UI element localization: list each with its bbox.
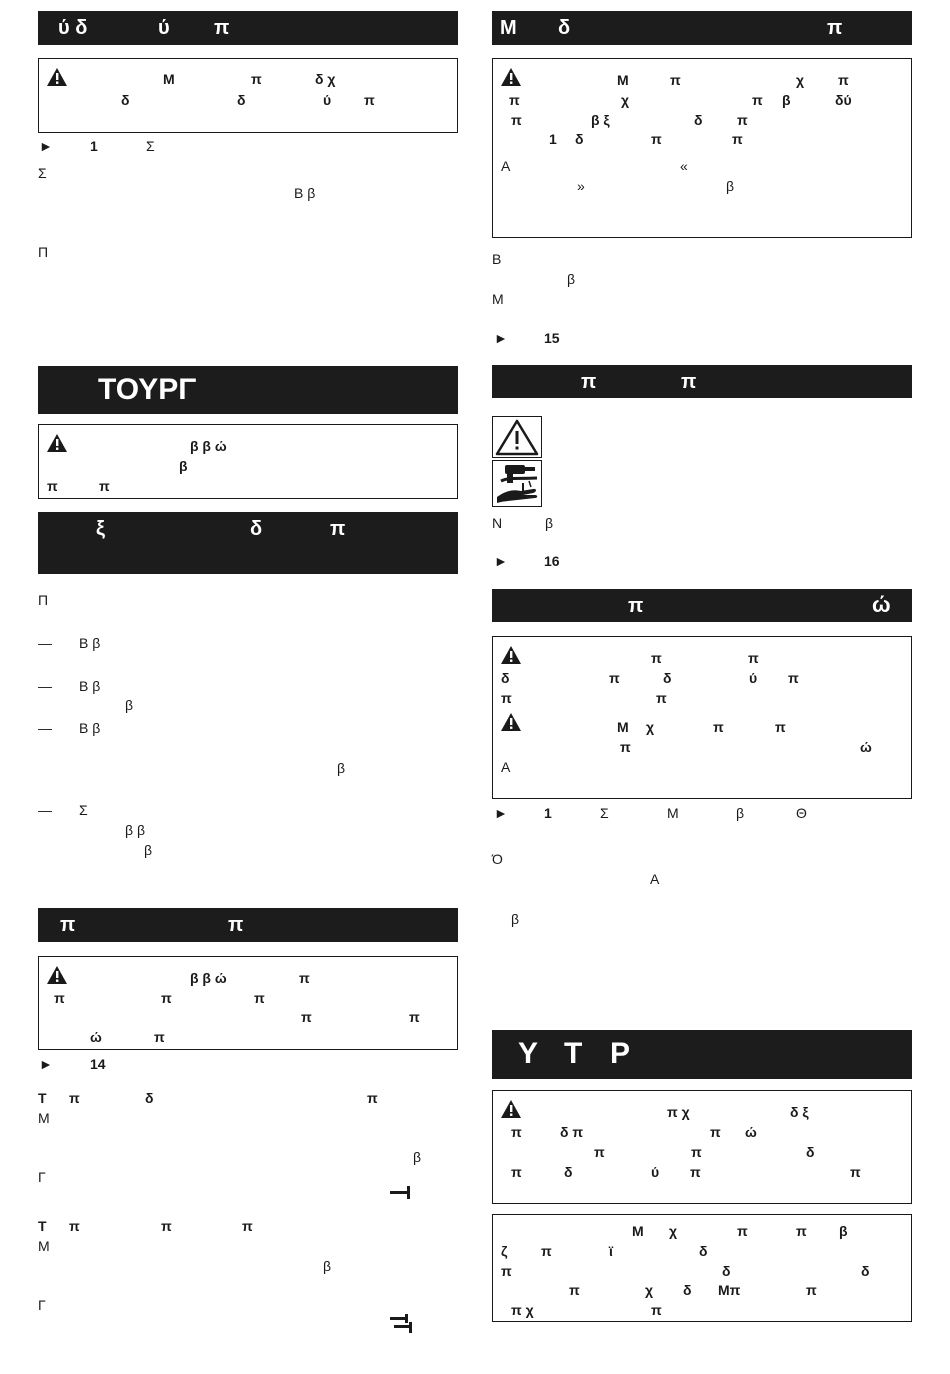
warning-triangle-icon: [492, 416, 542, 458]
warning-icon: [46, 67, 68, 87]
figure-ref-marker: ►: [494, 805, 508, 821]
warning-text: ύ: [323, 92, 332, 108]
warning-text: π: [511, 112, 522, 128]
header-word: ώ: [872, 592, 891, 617]
warning-text: δ π: [560, 1124, 584, 1140]
warning-text: π: [299, 970, 310, 986]
warning-text: χ: [646, 719, 655, 735]
figure-ref-label: Σ: [600, 805, 609, 821]
warning-text: π: [301, 1009, 312, 1025]
paragraph-text: Β: [492, 251, 502, 267]
warning-text: δύ: [835, 92, 852, 108]
section-header-bar: [38, 11, 458, 45]
figure-ref-label: β: [736, 805, 745, 821]
header-word: Ρ: [610, 1037, 631, 1070]
warning-icon: [46, 433, 68, 453]
warning-text: Μ: [617, 719, 629, 735]
list-dash: —: [38, 678, 52, 694]
warning-box: [492, 1090, 912, 1204]
header-word: π: [60, 914, 76, 936]
header-word: ύ δ: [58, 17, 88, 39]
figure-ref-number: 16: [544, 553, 560, 569]
header-word: π: [681, 371, 697, 393]
paragraph-text: Μ: [492, 291, 504, 307]
paragraph-text: Π: [38, 592, 49, 608]
section-header-bar: [492, 11, 912, 45]
warning-text: π: [775, 719, 786, 735]
figure-ref-marker: ►: [39, 138, 53, 154]
figure-ref-number: 14: [90, 1056, 106, 1072]
warning-text: χ: [796, 72, 805, 88]
list-text: Σ: [79, 802, 88, 818]
warning-text: δ: [663, 670, 672, 686]
subheading-text: π: [367, 1090, 378, 1106]
warning-text: π: [609, 670, 620, 686]
note-text: δ: [722, 1263, 731, 1279]
warning-text: π: [690, 1164, 701, 1180]
paragraph-text: Ό: [492, 851, 503, 867]
list-text: Β β: [79, 720, 101, 736]
warning-text: π: [788, 670, 799, 686]
warning-text: «: [680, 158, 688, 174]
warning-text: π: [710, 1124, 721, 1140]
warning-text: δ: [501, 670, 510, 686]
note-text: π χ: [511, 1302, 534, 1318]
warning-text: 1: [549, 131, 557, 147]
warning-text: ώ: [90, 1029, 102, 1045]
note-text: π: [501, 1263, 512, 1279]
paragraph-text: β: [413, 1149, 422, 1165]
paragraph-text: β: [323, 1258, 332, 1274]
note-text: χ: [645, 1282, 654, 1298]
note-text: Μ: [632, 1223, 644, 1239]
note-text: π: [541, 1243, 552, 1259]
warning-text: π: [364, 92, 375, 108]
section-header-bar: [38, 366, 458, 414]
warning-text: β ξ: [591, 112, 610, 128]
warning-text: π: [850, 1164, 861, 1180]
warning-text: Μ: [163, 71, 175, 87]
paragraph-text: Ν: [492, 515, 503, 531]
header-word: π: [581, 371, 597, 393]
warning-text: ύ: [651, 1164, 660, 1180]
warning-text: δ: [121, 92, 130, 108]
paragraph-text: Β β: [294, 185, 316, 201]
section-header-bar: [492, 365, 912, 398]
warning-text: δ: [806, 1144, 815, 1160]
warning-text: π: [511, 1124, 522, 1140]
warning-text: β: [782, 92, 791, 108]
warning-text: β β ώ: [190, 970, 227, 986]
header-word: π: [330, 518, 346, 540]
warning-text: π: [651, 650, 662, 666]
warning-text: δ: [564, 1164, 573, 1180]
list-text: β: [337, 760, 346, 776]
subheading-text: Τ: [38, 1090, 47, 1106]
warning-text: π: [54, 990, 65, 1006]
warning-text: π: [691, 1144, 702, 1160]
warning-text: δ χ: [315, 71, 336, 87]
note-text: π: [796, 1223, 807, 1239]
nail-symbol-icon: [390, 1186, 412, 1200]
warning-icon: [500, 645, 522, 665]
note-text: π: [737, 1223, 748, 1239]
figure-ref-marker: ►: [39, 1056, 53, 1072]
warning-box: [38, 956, 458, 1050]
warning-text: Μ: [617, 72, 629, 88]
section-header-bar: [38, 512, 458, 574]
note-text: δ: [699, 1243, 708, 1259]
warning-text: ώ: [860, 739, 872, 755]
warning-text: β: [726, 178, 735, 194]
section-header-bar: [38, 908, 458, 942]
list-text: Β β: [79, 678, 101, 694]
warning-text: π: [748, 650, 759, 666]
paragraph-text: Γ: [38, 1297, 46, 1313]
figure-ref-number: 1: [544, 805, 552, 821]
warning-text: Α: [501, 158, 511, 174]
paragraph-text: β: [567, 271, 576, 287]
paragraph-text: Γ: [38, 1169, 46, 1185]
paragraph-text: Σ: [38, 165, 47, 181]
warning-text: δ: [575, 131, 584, 147]
warning-box: [38, 424, 458, 499]
warning-box: [492, 58, 912, 238]
figure-ref-number: 15: [544, 330, 560, 346]
warning-text: π: [670, 72, 681, 88]
subheading-text: π: [242, 1218, 253, 1234]
figure-ref-label: Μ: [667, 805, 679, 821]
warning-text: π: [251, 71, 262, 87]
subheading-text: π: [69, 1090, 80, 1106]
warning-icon: [46, 965, 68, 985]
warning-text: χ: [621, 92, 630, 108]
list-dash: —: [38, 720, 52, 736]
figure-ref-number: 1: [90, 138, 98, 154]
warning-text: δ: [237, 92, 246, 108]
note-text: π: [651, 1302, 662, 1318]
warning-text: π: [656, 690, 667, 706]
warning-text: π: [713, 719, 724, 735]
header-word: π: [628, 595, 644, 617]
warning-text: π: [501, 690, 512, 706]
list-text: β β: [125, 822, 145, 838]
warning-text: π: [737, 112, 748, 128]
subheading-text: Τ: [38, 1218, 47, 1234]
warning-text: Α: [501, 759, 511, 775]
figure-ref-label: Σ: [146, 138, 155, 154]
header-title: ΤΟΥΡΓ: [98, 373, 197, 406]
paragraph-text: Π: [38, 244, 49, 260]
warning-text: β β ώ: [190, 438, 227, 454]
warning-text: δ ξ: [790, 1104, 809, 1120]
header-word: ύ: [158, 17, 170, 39]
header-word: π: [228, 914, 244, 936]
warning-text: ύ: [749, 670, 758, 686]
warning-text: π: [409, 1009, 420, 1025]
warning-text: »: [577, 178, 585, 194]
paragraph-text: β: [511, 911, 520, 927]
warning-text: π: [161, 990, 172, 1006]
subheading-text: π: [69, 1218, 80, 1234]
note-text: Μπ: [718, 1282, 741, 1298]
section-header-bar: [492, 589, 912, 622]
warning-text: π: [752, 92, 763, 108]
subheading-text: δ: [145, 1090, 154, 1106]
header-word: Υ: [518, 1037, 539, 1070]
note-text: χ: [669, 1223, 678, 1239]
header-word: Μ: [500, 17, 517, 39]
figure-ref-label: Θ: [796, 805, 807, 821]
list-text: β: [125, 697, 134, 713]
note-box: [492, 1214, 912, 1322]
header-word: π: [827, 17, 843, 39]
list-dash: —: [38, 802, 52, 818]
header-word: δ: [250, 518, 263, 540]
double-nail-symbol-icon: [390, 1314, 414, 1334]
list-dash: —: [38, 635, 52, 651]
paragraph-text: Μ: [38, 1110, 50, 1126]
header-word: π: [214, 17, 230, 39]
warning-text: π: [254, 990, 265, 1006]
section-header-bar: [492, 1030, 912, 1079]
warning-text: π χ: [667, 1104, 690, 1120]
warning-text: δ: [694, 112, 703, 128]
warning-text: π: [732, 131, 743, 147]
warning-text: π: [154, 1029, 165, 1045]
warning-text: ώ: [745, 1124, 757, 1140]
nail-gun-hand-hazard-icon: [492, 460, 542, 507]
warning-text: π: [651, 131, 662, 147]
warning-box: [38, 58, 458, 133]
warning-icon: [500, 712, 522, 732]
list-text: β: [144, 842, 153, 858]
note-text: β: [839, 1223, 848, 1239]
note-text: π: [569, 1282, 580, 1298]
header-word: Τ: [564, 1037, 583, 1070]
paragraph-text: Α: [650, 871, 660, 887]
header-word: δ: [558, 17, 571, 39]
figure-ref-marker: ►: [494, 330, 508, 346]
warning-text: π: [838, 72, 849, 88]
warning-text: π: [620, 739, 631, 755]
figure-ref-marker: ►: [494, 553, 508, 569]
warning-text: π: [594, 1144, 605, 1160]
warning-icon: [500, 67, 522, 87]
note-text: ζ: [501, 1243, 508, 1259]
warning-text: β: [179, 458, 188, 474]
note-text: π: [806, 1282, 817, 1298]
warning-box: [492, 636, 912, 799]
note-text: δ: [683, 1282, 692, 1298]
header-word: ξ: [96, 518, 105, 540]
warning-text: π: [509, 92, 520, 108]
warning-text: π: [47, 478, 58, 494]
list-text: Β β: [79, 635, 101, 651]
warning-text: π: [99, 478, 110, 494]
note-text: δ: [861, 1263, 870, 1279]
warning-text: π: [511, 1164, 522, 1180]
paragraph-text: Μ: [38, 1238, 50, 1254]
note-text: ϊ: [609, 1243, 613, 1259]
warning-icon: [500, 1099, 522, 1119]
subheading-text: π: [161, 1218, 172, 1234]
paragraph-text: β: [545, 515, 554, 531]
